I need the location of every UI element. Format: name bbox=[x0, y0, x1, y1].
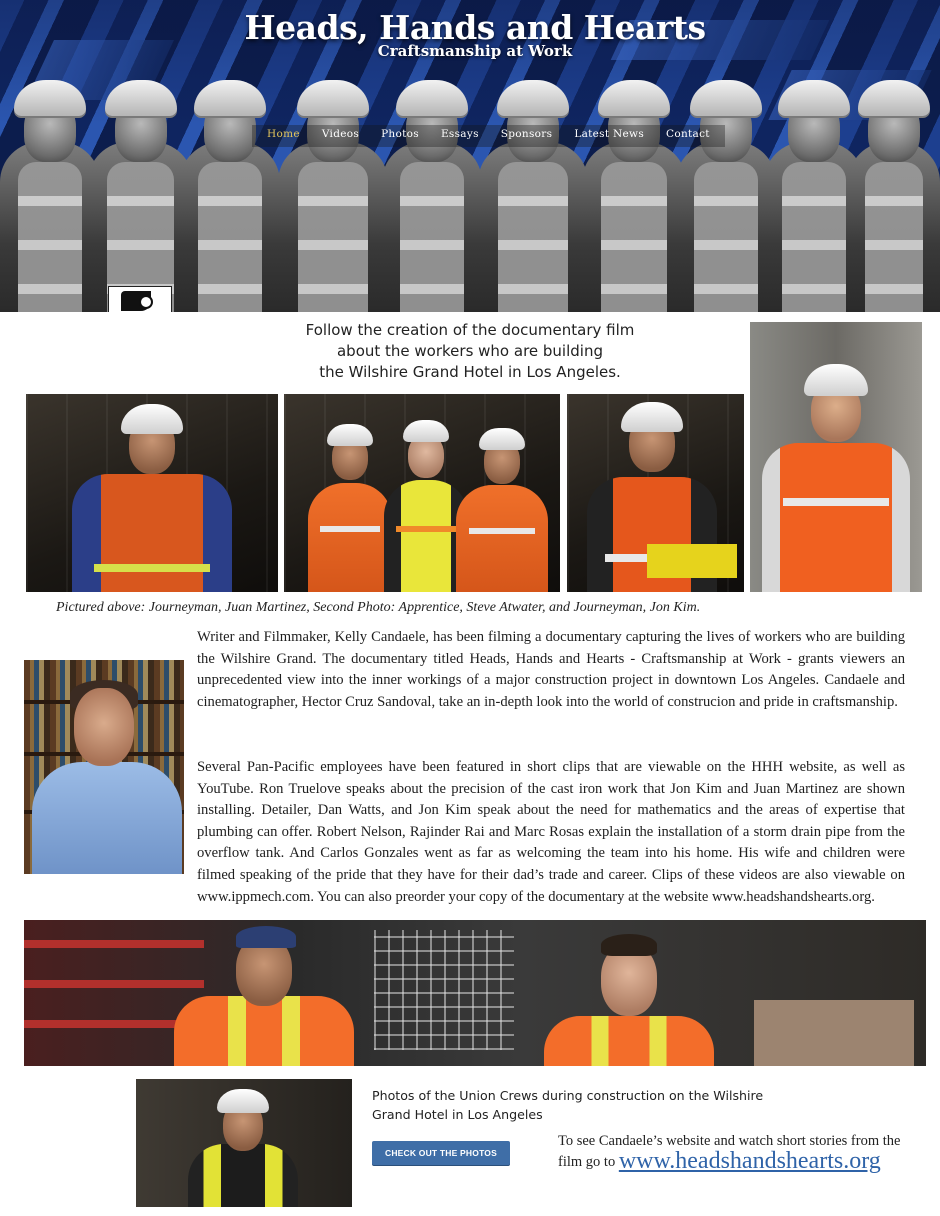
banner-worker bbox=[382, 84, 482, 312]
photo-two-workers-wide bbox=[24, 920, 926, 1066]
banner-worker bbox=[0, 82, 100, 312]
banner-worker bbox=[88, 82, 193, 312]
nav-photos[interactable]: Photos bbox=[381, 128, 419, 140]
photo-union-crew bbox=[136, 1079, 352, 1207]
header-banner bbox=[0, 0, 940, 312]
main-nav bbox=[252, 125, 725, 147]
article-paragraph: Writer and Filmmaker, Kelly Candaele, has been filming a documentary capturing the lives of workers who are building the Wilshire Grand. The documentary titled Heads, Hands and Hearts - Craftsmanship at Work - grants viewers an unprecedented view into the inner workings of a major construction project in downtown Los Angeles. Candaele and cinematographer, Hector Cruz Sandoval, take an in-depth look into the world of construcion and pride in craftsmanship. bbox=[197, 629, 905, 710]
website-cta bbox=[558, 1131, 928, 1172]
nav-videos[interactable]: Videos bbox=[321, 128, 360, 140]
banner-worker bbox=[676, 86, 776, 312]
union-logo-icon bbox=[108, 286, 172, 312]
article-paragraph: Several Pan-Pacific employees have been featured in short clips that are viewable on the HHH website, as well as YouTube. Ron Truelove speaks about the precision of the cast iron work that Jon Kim and Juan Martinez are shown installing. Detailer, Dan Watts, and Jon Kim speak about the need for mathematics and the areas of expertise that plumbing can offer. Robert Nelson, Rajinder Rai and Marc Rosas explain the installation of a storm drain pipe from the overflow tank. And Carlos Gonzales went as far as welcoming the team into his home. His wife and children were filmed speaking of the pride that they have for their dad’s trade and career. Clips of these videos are also viewable on www.ippmech.com. You can also preorder your copy of the documentary at the website www.headshandshearts.org. bbox=[197, 759, 905, 905]
intro-line: the Wilshire Grand Hotel in Los Angeles. bbox=[319, 363, 621, 381]
website-link[interactable]: www.headshandshearts.org bbox=[618, 1148, 881, 1174]
photo-kelly-candaele bbox=[24, 660, 184, 874]
banner-worker bbox=[180, 82, 280, 312]
banner-worker bbox=[478, 80, 588, 312]
photos-section-heading bbox=[372, 1086, 792, 1124]
check-out-photos-button[interactable]: CHECK OUT THE PHOTOS bbox=[372, 1141, 510, 1165]
banner-worker bbox=[582, 86, 686, 312]
photo-worker-with-tools bbox=[567, 394, 744, 592]
photo-caption: Pictured above: Journeyman, Juan Martinez, Second Photo: Apprentice, Steve Atwater, and Journeyman, Jon Kim. bbox=[56, 600, 701, 615]
banner-worker bbox=[278, 87, 388, 312]
photos-heading-line: Photos of the Union Crews during construction on the Wilshire bbox=[372, 1088, 764, 1103]
photo-juan-martinez bbox=[26, 394, 278, 592]
intro-text bbox=[270, 320, 670, 383]
photo-jon-kim bbox=[750, 322, 922, 592]
nav-latest-news[interactable]: Latest News bbox=[574, 128, 645, 140]
banner-worker bbox=[848, 80, 940, 312]
site-title: Heads, Hands and Hearts bbox=[244, 8, 706, 47]
nav-essays[interactable]: Essays bbox=[440, 128, 479, 140]
photo-three-workers bbox=[284, 394, 560, 592]
photos-heading-line: Grand Hotel in Los Angeles bbox=[372, 1107, 543, 1122]
intro-line: Follow the creation of the documentary film bbox=[305, 321, 635, 339]
nav-contact[interactable]: Contact bbox=[666, 128, 710, 140]
nav-sponsors[interactable]: Sponsors bbox=[500, 128, 553, 140]
site-subtitle: Craftsmanship at Work bbox=[377, 42, 573, 60]
nav-home[interactable]: Home bbox=[267, 128, 300, 140]
cta-prefix: film go to bbox=[558, 1154, 616, 1170]
intro-line: about the workers who are building bbox=[336, 342, 603, 360]
cta-line: To see Candaele’s website and watch short stories from the bbox=[558, 1133, 901, 1149]
